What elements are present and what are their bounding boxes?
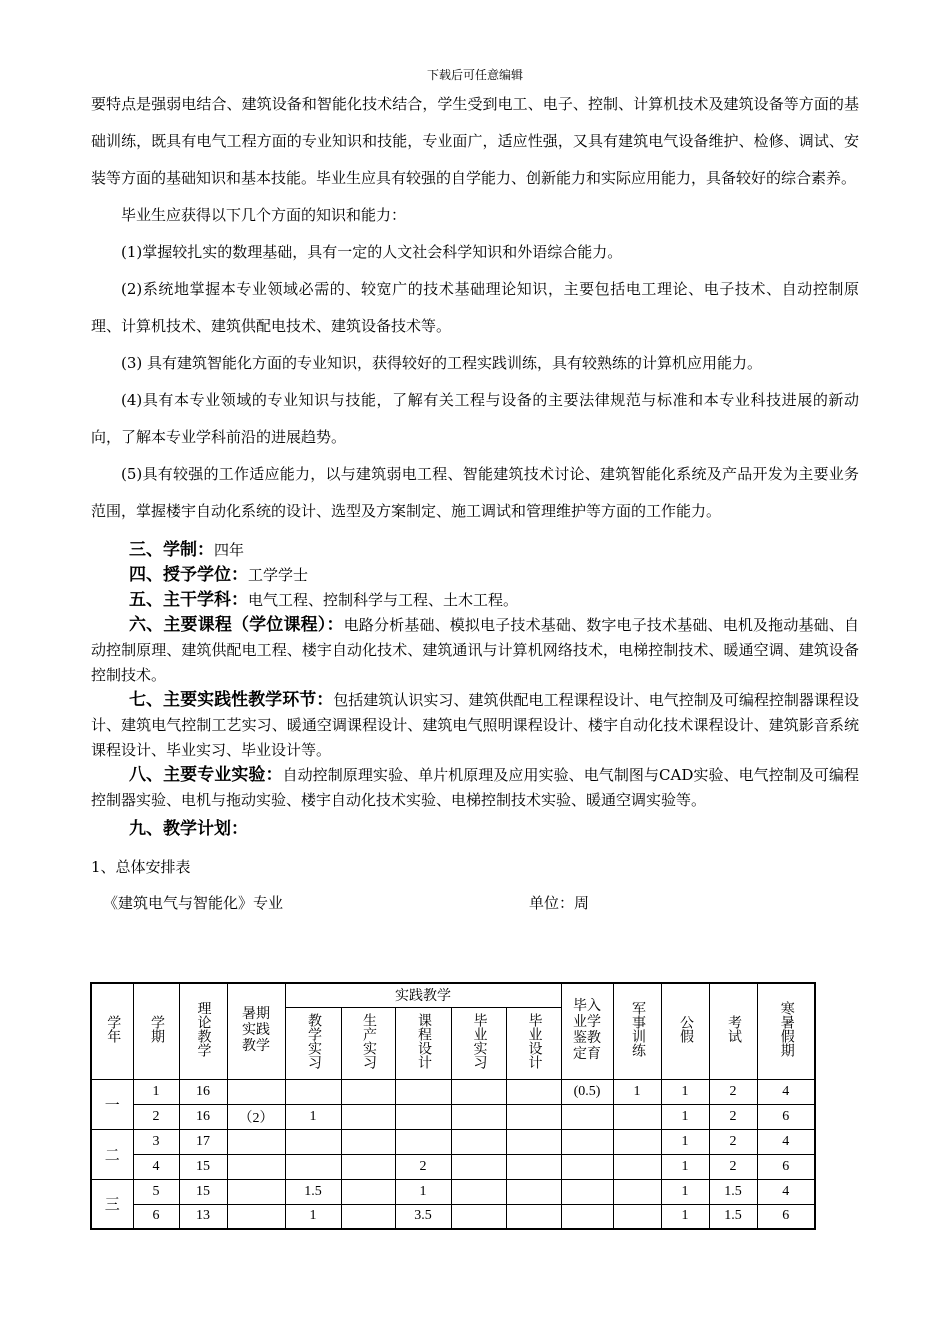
section-body: 四年 bbox=[214, 541, 245, 559]
table-cell: 4 bbox=[757, 1129, 815, 1154]
header-exam: 考试 bbox=[709, 983, 757, 1079]
header-teaching-internship: 教学实习 bbox=[285, 1007, 341, 1079]
table-cell: 6 bbox=[133, 1204, 179, 1229]
table-cell bbox=[561, 1204, 613, 1229]
table-cell: 1 bbox=[661, 1179, 709, 1204]
section-duration bbox=[91, 538, 859, 563]
section-practice bbox=[91, 688, 859, 763]
header-graduation-design: 毕业设计 bbox=[506, 1007, 561, 1079]
section-main-courses bbox=[91, 613, 859, 688]
table-cell bbox=[451, 1104, 506, 1129]
table-cell: 16 bbox=[179, 1079, 227, 1104]
section-body: 电气工程、控制科学与工程、土木工程。 bbox=[248, 591, 519, 609]
table-cell bbox=[341, 1129, 395, 1154]
table-cell bbox=[227, 1079, 285, 1104]
table-cell bbox=[613, 1204, 661, 1229]
table-cell bbox=[506, 1104, 561, 1129]
table-cell bbox=[227, 1154, 285, 1179]
section-body: 自动控制原理实验、单片机原理及应用实验、电气制图与CAD实验、电气控制及可编程控制器实验、电机与拖动实验、楼宇自动化技术实验、电梯控制技术实验、暖通空调实验等。 bbox=[91, 766, 859, 809]
table-row bbox=[91, 1204, 815, 1229]
section-body: 电路分析基础、模拟电子技术基础、数字电子技术基础、电机及拖动基础、自动控制原理、建筑供配电工程、楼宇自动化技术、建筑通讯与计算机网络技术，电梯控制技术、暖通空调、建筑设备控制技术。 bbox=[91, 616, 859, 684]
table-cell: 1 bbox=[613, 1079, 661, 1104]
table-cell bbox=[285, 1129, 341, 1154]
table-cell bbox=[561, 1104, 613, 1129]
table-cell bbox=[561, 1179, 613, 1204]
table-cell bbox=[451, 1079, 506, 1104]
table-cell: 3 bbox=[133, 1129, 179, 1154]
table-cell bbox=[395, 1129, 451, 1154]
header-summer-practice: 暑期 实践 教学 bbox=[227, 983, 285, 1079]
header-term: 学期 bbox=[133, 983, 179, 1079]
table-cell bbox=[561, 1129, 613, 1154]
table-cell bbox=[613, 1179, 661, 1204]
table-cell: 17 bbox=[179, 1129, 227, 1154]
header-production-internship: 生产实习 bbox=[341, 1007, 395, 1079]
table-cell: 15 bbox=[179, 1179, 227, 1204]
table-row bbox=[91, 1154, 815, 1179]
section-title: 九、教学计划： bbox=[129, 819, 248, 839]
table-cell bbox=[506, 1179, 561, 1204]
table-cell bbox=[285, 1079, 341, 1104]
table-cell bbox=[613, 1129, 661, 1154]
table-cell: 2 bbox=[709, 1104, 757, 1129]
header-course-design: 课程设计 bbox=[395, 1007, 451, 1079]
table-cell: 5 bbox=[133, 1179, 179, 1204]
table-cell: 6 bbox=[757, 1104, 815, 1129]
year-cell: 一 bbox=[91, 1079, 133, 1129]
header-vacation: 寒暑假期 bbox=[757, 983, 815, 1079]
table-cell bbox=[227, 1204, 285, 1229]
header-entry-graduation: 毕入 业学 鉴教 定育 bbox=[561, 983, 613, 1079]
ability-item-1: (1)掌握较扎实的数理基础，具有一定的人文社会科学知识和外语综合能力。 bbox=[121, 243, 623, 261]
table-row bbox=[91, 1104, 815, 1129]
table-cell: 1 bbox=[661, 1104, 709, 1129]
table-cell bbox=[341, 1204, 395, 1229]
table-cell bbox=[451, 1129, 506, 1154]
table-cell bbox=[285, 1154, 341, 1179]
table-cell: 1 bbox=[285, 1104, 341, 1129]
table-cell: 4 bbox=[133, 1154, 179, 1179]
table-cell bbox=[227, 1129, 285, 1154]
table-cell bbox=[341, 1179, 395, 1204]
table-cell: 13 bbox=[179, 1204, 227, 1229]
section-body: 工学学士 bbox=[248, 566, 309, 584]
table-cell: 6 bbox=[757, 1204, 815, 1229]
table-cell: 1 bbox=[661, 1079, 709, 1104]
overall-schedule-table bbox=[90, 982, 816, 1230]
section-title: 八、主要专业实验： bbox=[129, 765, 283, 785]
abilities-lead: 毕业生应获得以下几个方面的知识和能力： bbox=[121, 206, 407, 224]
table-cell: 6 bbox=[757, 1154, 815, 1179]
table-cell bbox=[451, 1154, 506, 1179]
table-cell bbox=[395, 1079, 451, 1104]
table-body bbox=[91, 1079, 815, 1229]
table-cell: (0.5) bbox=[561, 1079, 613, 1104]
table-cell: 2 bbox=[395, 1154, 451, 1179]
table-cell: 3.5 bbox=[395, 1204, 451, 1229]
header-theory: 理论教学 bbox=[179, 983, 227, 1079]
table-cell: 1.5 bbox=[285, 1179, 341, 1204]
table-cell bbox=[341, 1104, 395, 1129]
table-row bbox=[91, 1079, 815, 1104]
table-cell: 2 bbox=[709, 1079, 757, 1104]
table-row bbox=[91, 1179, 815, 1204]
table-cell: 1 bbox=[133, 1079, 179, 1104]
section-teaching-plan bbox=[91, 817, 859, 842]
ability-item-3: (3) 具有建筑智能化方面的专业知识，获得较好的工程实践训练，具有较熟练的计算机应用能力。 bbox=[121, 354, 763, 372]
table-cell bbox=[561, 1154, 613, 1179]
table-cell bbox=[341, 1079, 395, 1104]
header-year: 学年 bbox=[91, 983, 133, 1079]
header-military: 军事训练 bbox=[613, 983, 661, 1079]
table-cell: （2） bbox=[227, 1104, 285, 1129]
table-caption-unit: 单位：周 bbox=[529, 894, 590, 912]
header-holiday: 公假 bbox=[661, 983, 709, 1079]
table-cell: 1 bbox=[661, 1154, 709, 1179]
page-header: 下载后可任意编辑 bbox=[426, 68, 523, 82]
table-cell bbox=[506, 1204, 561, 1229]
intro-paragraph: 要特点是强弱电结合、建筑设备和智能化技术结合，学生受到电工、电子、控制、计算机技术及建筑设备等方面的基础训练，既具有电气工程方面的专业知识和技能，专业面广，适应性强，又具有建筑电气设备维护、检修、调试、安装等方面的基础知识和基本技能。毕业生应具有较强的自学能力、创新能力和实际应用能力，具备较好的综合素养。 bbox=[91, 95, 859, 187]
table-cell: 1.5 bbox=[709, 1179, 757, 1204]
year-cell: 三 bbox=[91, 1179, 133, 1229]
table-cell: 2 bbox=[709, 1129, 757, 1154]
table-caption bbox=[103, 891, 859, 915]
table-cell bbox=[506, 1154, 561, 1179]
table-row bbox=[91, 1129, 815, 1154]
table-cell bbox=[506, 1129, 561, 1154]
table-cell: 1.5 bbox=[709, 1204, 757, 1229]
header-practice: 实践教学 bbox=[285, 983, 561, 1007]
table-cell: 15 bbox=[179, 1154, 227, 1179]
table-cell: 4 bbox=[757, 1179, 815, 1204]
table-cell bbox=[227, 1179, 285, 1204]
table-cell bbox=[341, 1154, 395, 1179]
section-experiments bbox=[91, 763, 859, 813]
table-cell: 1 bbox=[661, 1129, 709, 1154]
table-cell: 2 bbox=[133, 1104, 179, 1129]
table-cell bbox=[451, 1179, 506, 1204]
table-cell: 1 bbox=[661, 1204, 709, 1229]
table-caption-major: 《建筑电气与智能化》专业 bbox=[103, 894, 284, 912]
section-title: 七、主要实践性教学环节： bbox=[129, 690, 334, 710]
ability-item-4: (4)具有本专业领域的专业知识与技能，了解有关工程与设备的主要法律规范与标准和本专业科技进展的新动向，了解本专业学科前沿的进展趋势。 bbox=[91, 391, 859, 446]
table-cell bbox=[395, 1104, 451, 1129]
year-cell: 二 bbox=[91, 1129, 133, 1179]
section-degree bbox=[91, 563, 859, 588]
table-cell: 1 bbox=[395, 1179, 451, 1204]
ability-item-2: (2)系统地掌握本专业领域必需的、较宽广的技术基础理论知识，主要包括电工理论、电子技术、自动控制原理、计算机技术、建筑供配电技术、建筑设备技术等。 bbox=[91, 280, 859, 335]
document-body bbox=[91, 86, 859, 915]
section-body: 包括建筑认识实习、建筑供配电工程课程设计、电气控制及可编程控制器课程设计、建筑电气控制工艺实习、暖通空调课程设计、建筑电气照明课程设计、楼宇自动化技术课程设计、建筑影音系统课程设计、毕业实习、毕业设计等。 bbox=[91, 691, 859, 759]
section-main-disciplines bbox=[91, 588, 859, 613]
table-cell: 2 bbox=[709, 1154, 757, 1179]
section-title: 四、授予学位： bbox=[129, 565, 248, 585]
table-subheading: 1、总体安排表 bbox=[91, 858, 191, 876]
section-title: 三、学制： bbox=[129, 540, 214, 560]
table-cell: 16 bbox=[179, 1104, 227, 1129]
table-cell bbox=[613, 1154, 661, 1179]
table-cell bbox=[506, 1079, 561, 1104]
table-cell bbox=[613, 1104, 661, 1129]
header-graduation-internship: 毕业实习 bbox=[451, 1007, 506, 1079]
section-title: 五、主干学科： bbox=[129, 590, 248, 610]
table-cell: 4 bbox=[757, 1079, 815, 1104]
ability-item-5: (5)具有较强的工作适应能力，以与建筑弱电工程、智能建筑技术讨论、建筑智能化系统及产品开发为主要业务范围，掌握楼宇自动化系统的设计、选型及方案制定、施工调试和管理维护等方面的工作能力。 bbox=[91, 465, 859, 520]
table-cell bbox=[451, 1204, 506, 1229]
table-cell: 1 bbox=[285, 1204, 341, 1229]
section-title: 六、主要课程（学位课程）： bbox=[129, 615, 344, 635]
